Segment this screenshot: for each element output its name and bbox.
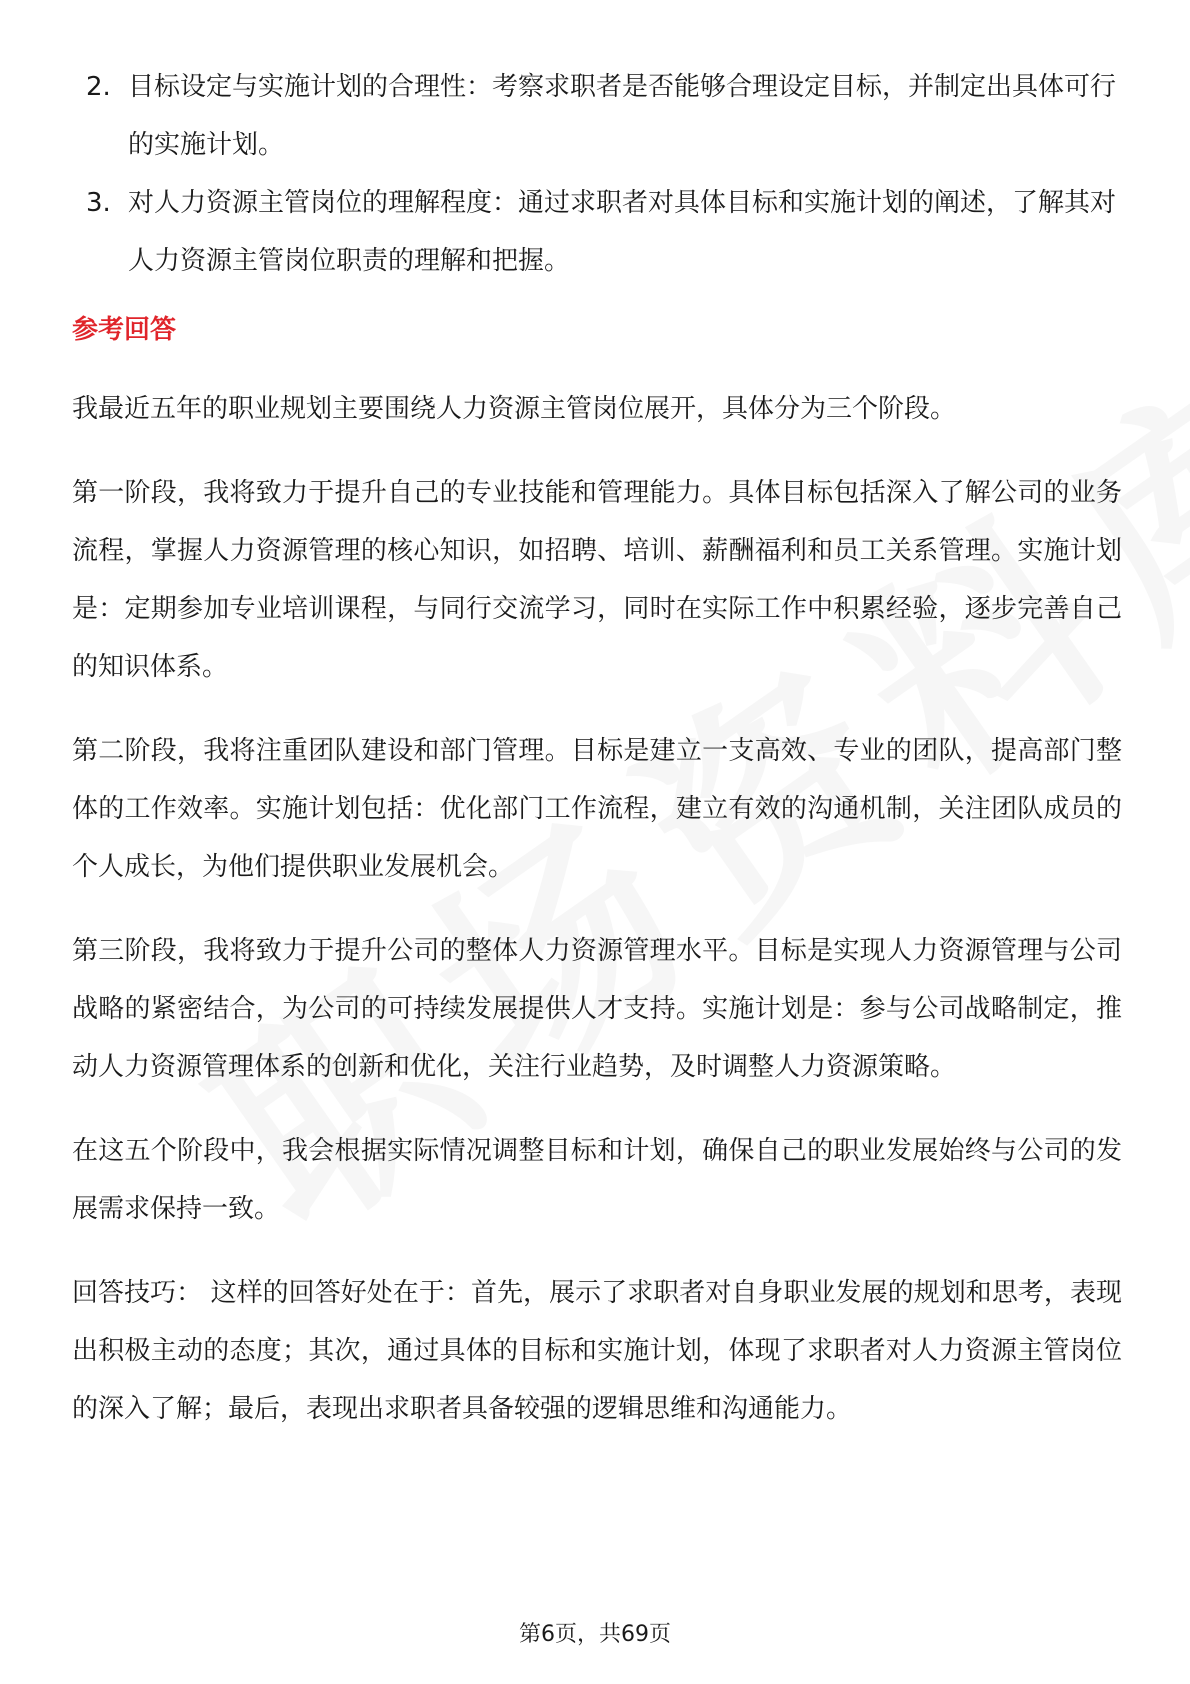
paragraph: 我最近五年的职业规划主要围绕人力资源主管岗位展开，具体分为三个阶段。 — [72, 394, 957, 424]
list-item — [72, 58, 1122, 174]
list-item-number: 3. — [86, 188, 111, 218]
paragraph: 回答技巧： 这样的回答好处在于：首先，展示了求职者对自身职业发展的规划和思考，表现出积极主动的态度；其次，通过具体的目标和实施计划，体现了求职者对人力资源主管岗位的深入了解；最后，表现出求职者具备较强的逻辑思维和沟通能力。 — [72, 1278, 1122, 1424]
page-content — [72, 58, 1122, 1464]
list-item-text: 目标设定与实施计划的合理性：考察求职者是否能够合理设定目标，并制定出具体可行的实施计划。 — [128, 72, 1117, 160]
list-item — [72, 174, 1122, 290]
paragraph: 在这五个阶段中，我会根据实际情况调整目标和计划，确保自己的职业发展始终与公司的发展需求保持一致。 — [72, 1136, 1122, 1224]
paragraph: 第三阶段，我将致力于提升公司的整体人力资源管理水平。目标是实现人力资源管理与公司战略的紧密结合，为公司的可持续发展提供人才支持。实施计划是：参与公司战略制定，推动人力资源管理体系的创新和优化，关注行业趋势，及时调整人力资源策略。 — [72, 936, 1122, 1082]
paragraph: 第二阶段，我将注重团队建设和部门管理。目标是建立一支高效、专业的团队，提高部门整体的工作效率。实施计划包括：优化部门工作流程，建立有效的沟通机制，关注团队成员的个人成长，为他们提供职业发展机会。 — [72, 736, 1122, 882]
page-footer: 第6页，共69页 — [519, 1622, 671, 1647]
paragraph: 第一阶段，我将致力于提升自己的专业技能和管理能力。具体目标包括深入了解公司的业务流程，掌握人力资源管理的核心知识，如招聘、培训、薪酬福利和员工关系管理。实施计划是：定期参加专业培训课程，与同行交流学习，同时在实际工作中积累经验，逐步完善自己的知识体系。 — [72, 478, 1122, 682]
section-heading: 参考回答 — [72, 315, 177, 345]
list-item-text: 对人力资源主管岗位的理解程度：通过求职者对具体目标和实施计划的阐述，了解其对人力资源主管岗位职责的理解和把握。 — [128, 188, 1117, 276]
list-item-number: 2. — [86, 72, 111, 102]
